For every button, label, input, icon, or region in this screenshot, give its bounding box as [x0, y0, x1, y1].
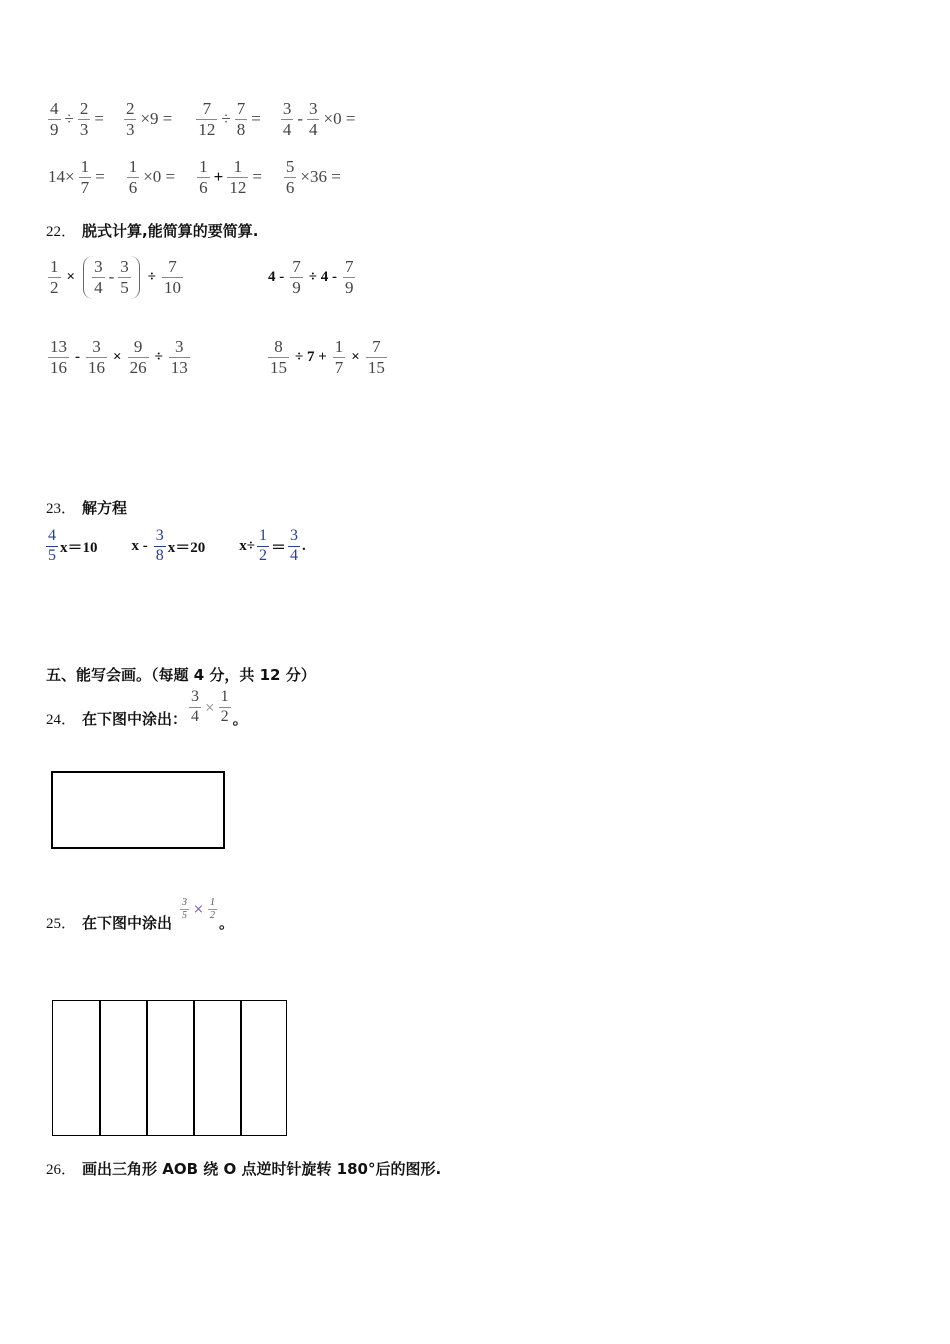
fraction: $\frac{4}{5}$ — [48, 527, 56, 564]
fraction: $\frac{3}{5}$ — [120, 257, 129, 297]
q25-prompt: 25． 在下图中涂出 $\frac{3}{5}$ × $\frac{1}{2}$ 。 — [46, 896, 234, 932]
fraction: $\frac{5}{6}$ — [285, 157, 295, 197]
q22-expr-1: $\frac{1}{2}$ × $\frac{3}{4}$ - $\frac{3}{5}$ ÷ $\frac{7}{10}$ — [50, 257, 181, 297]
q22-expr-4: $\frac{8}{15}$ ÷ 7 + $\frac{1}{7}$ × $\frac{7}{15}$ — [270, 337, 385, 377]
q25-strip-grid[interactable] — [52, 1000, 287, 1136]
fraction: $\frac{3}{4}$ — [94, 257, 103, 297]
grid-divider — [240, 1001, 242, 1135]
fraction: $\frac{8}{15}$ — [270, 337, 287, 377]
fraction: $\frac{4}{9}$ — [50, 99, 59, 139]
fraction: $\frac{1}{7}$ — [80, 157, 90, 197]
grid-divider — [99, 1001, 101, 1135]
fraction: $\frac{7}{8}$ — [236, 99, 246, 139]
fraction: $\frac{7}{9}$ — [344, 257, 354, 297]
parenthesis-group: $\frac{3}{4}$ - $\frac{3}{5}$ — [83, 256, 140, 299]
exercise-6: $\frac{1}{6}$ ×0 = — [128, 157, 176, 197]
q23-equations — [44, 528, 306, 565]
exercise-8: $\frac{5}{6}$ ×36 = — [285, 157, 341, 197]
exercise-row-1 — [46, 100, 357, 139]
fraction: $\frac{7}{10}$ — [163, 257, 181, 297]
q22-expr-3: $\frac{13}{16}$ - $\frac{3}{16}$ × $\frac{9}{26}$ ÷ $\frac{3}{13}$ — [50, 337, 188, 377]
fraction: $\frac{1}{6}$ — [199, 157, 208, 197]
fraction: $\frac{1}{2}$ — [209, 896, 215, 921]
fraction: $\frac{13}{16}$ — [50, 337, 67, 377]
fraction: $\frac{3}{4}$ — [191, 688, 200, 725]
exercise-2: $\frac{2}{3}$ ×9 = — [125, 99, 173, 139]
q24-prompt: 24． 在下图中涂出： $\frac{3}{4}$ × $\frac{1}{2}$ 。 — [46, 688, 248, 728]
exercise-7: $\frac{1}{6}$ + $\frac{1}{12}$ = — [199, 157, 262, 197]
fraction: $\frac{1}{12}$ — [229, 157, 247, 197]
fraction: $\frac{7}{12}$ — [198, 99, 216, 139]
fraction: $\frac{7}{15}$ — [367, 337, 385, 377]
q24-expression: $\frac{3}{4}$ × $\frac{1}{2}$ — [191, 688, 229, 725]
exercise-3: $\frac{7}{12}$ ÷ $\frac{7}{8}$ = — [198, 99, 261, 139]
exercise-1: $\frac{4}{9}$ ÷ $\frac{2}{3}$ = — [50, 99, 104, 139]
q24-rectangle[interactable] — [51, 771, 225, 849]
grid-divider — [146, 1001, 148, 1135]
fraction: $\frac{3}{5}$ — [182, 896, 188, 921]
fraction: $\frac{1}{7}$ — [334, 337, 344, 377]
q25-expression: $\frac{3}{5}$ × $\frac{1}{2}$ — [182, 896, 215, 921]
equation-2: x - $\frac{3}{8}$ x＝20 — [131, 527, 206, 564]
q23-heading: 23． 解方程 — [46, 499, 128, 517]
q26-prompt: 26． 画出三角形 AOB 绕 O 点逆时针旋转 180°后的图形. — [46, 1160, 442, 1178]
fraction: $\frac{7}{9}$ — [292, 257, 301, 297]
fraction: $\frac{9}{26}$ — [129, 337, 147, 377]
fraction: $\frac{3}{13}$ — [170, 337, 188, 377]
fraction: $\frac{2}{3}$ — [79, 99, 89, 139]
fraction: $\frac{3}{4}$ — [282, 99, 292, 139]
fraction: $\frac{1}{2}$ — [259, 527, 268, 564]
exercise-row-2 — [46, 158, 343, 197]
equation-1: $\frac{4}{5}$ x＝10 — [48, 527, 98, 564]
grid-divider — [193, 1001, 195, 1135]
section-5-title: 五、能写会画。（每题 4 分，共 12 分） — [46, 666, 316, 684]
fraction: $\frac{3}{4}$ — [308, 99, 318, 139]
fraction: $\frac{3}{8}$ — [155, 527, 164, 564]
fraction: $\frac{3}{4}$ — [290, 527, 299, 564]
fraction: $\frac{1}{2}$ — [50, 257, 59, 297]
q22-heading: 22． 脱式计算,能简算的要简算. — [46, 222, 259, 240]
fraction: $\frac{2}{3}$ — [125, 99, 135, 139]
fraction: $\frac{3}{16}$ — [88, 337, 105, 377]
equation-3: x÷ $\frac{1}{2}$ ＝ $\frac{3}{4}$ . — [239, 527, 306, 564]
fraction: $\frac{1}{2}$ — [220, 688, 229, 725]
fraction: $\frac{1}{6}$ — [128, 157, 138, 197]
exercise-5: 14× $\frac{1}{7}$ = — [48, 157, 105, 197]
q22-expr-2: 4 - $\frac{7}{9}$ ÷ 4 - $\frac{7}{9}$ — [268, 257, 354, 297]
exercise-4: $\frac{3}{4}$ - $\frac{3}{4}$ ×0 = — [282, 99, 356, 139]
